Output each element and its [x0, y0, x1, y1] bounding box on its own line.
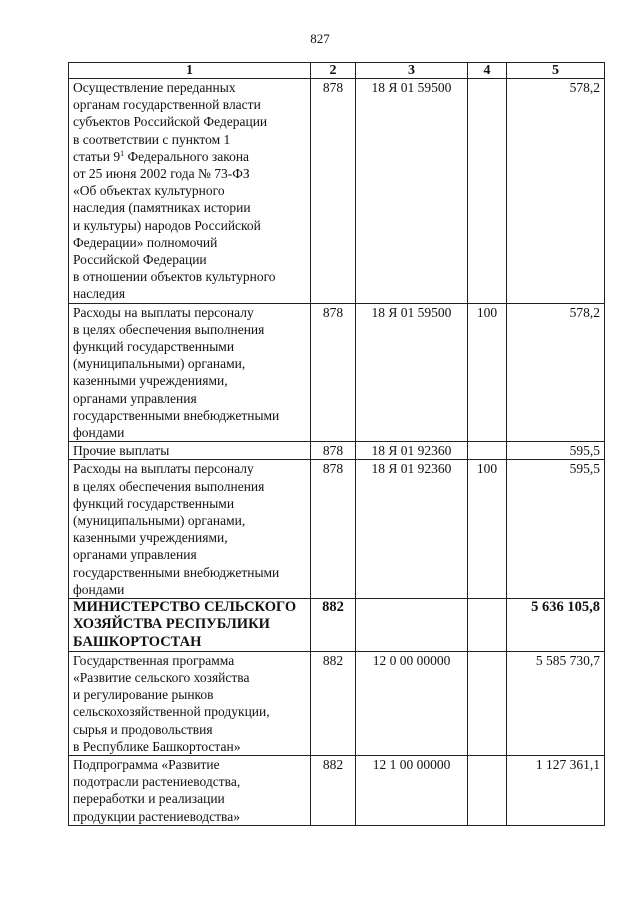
- row-ministry-code: 878: [311, 79, 356, 304]
- row-amount: 595,5: [507, 460, 605, 599]
- row-amount: 578,2: [507, 79, 605, 304]
- row-name-text-continued: Федерального закона от 25 июня 2002 года № 73-ФЗ «Об объектах культурного наследия (памятниках истории и культуры) народов Российской Федерации» полномочий Российской Федерации в отношении объектов культурного наследия: [73, 148, 276, 302]
- table-row: [69, 303, 605, 442]
- row-ministry-code: 882: [311, 599, 356, 652]
- row-name: Государственная программа «Развитие сельского хозяйства и регулирование рынков сельскохозяйственной продукции, сырья и продовольствия в Республике Башкортостан»: [69, 651, 311, 755]
- row-article-code: 18 Я 01 59500: [356, 303, 468, 442]
- row-article-code: 12 0 00 00000: [356, 651, 468, 755]
- row-name: Расходы на выплаты персоналу в целях обеспечения выполнения функций государственными (муниципальными) органами, казенными учреждениями, органами управления государственными внебюджетными фондами: [69, 460, 311, 599]
- row-article-code: 18 Я 01 59500: [356, 79, 468, 304]
- row-expense-type: [468, 79, 507, 304]
- header-col-2: 2: [311, 63, 356, 79]
- row-ministry-code: 882: [311, 651, 356, 755]
- row-article-code: 18 Я 01 92360: [356, 442, 468, 460]
- row-article-code: [356, 599, 468, 652]
- table-row: [69, 755, 605, 825]
- header-col-4: 4: [468, 63, 507, 79]
- row-expense-type: [468, 599, 507, 652]
- table-header-row: [69, 63, 605, 79]
- header-col-5: 5: [507, 63, 605, 79]
- row-article-code: 12 1 00 00000: [356, 755, 468, 825]
- row-expense-type: 100: [468, 460, 507, 599]
- table-row: [69, 442, 605, 460]
- row-expense-type: [468, 651, 507, 755]
- row-amount: 578,2: [507, 303, 605, 442]
- row-amount: 5 585 730,7: [507, 651, 605, 755]
- table-row-ministry-total: [69, 599, 605, 652]
- footnote-superscript: 1: [120, 148, 125, 158]
- row-name-text: Осуществление переданных органам государственной власти субъектов Российской Федерации в соответствии с пунктом 1 статьи 9: [73, 80, 268, 164]
- row-name: МИНИСТЕРСТВО СЕЛЬСКОГО ХОЗЯЙСТВА РЕСПУБЛИКИ БАШКОРТОСТАН: [69, 599, 311, 652]
- row-ministry-code: 882: [311, 755, 356, 825]
- header-col-3: 3: [356, 63, 468, 79]
- row-name: Подпрограмма «Развитие подотрасли растениеводства, переработки и реализации продукции растениеводства»: [69, 755, 311, 825]
- table-row: [69, 460, 605, 599]
- row-name: [69, 79, 311, 304]
- header-col-1: 1: [69, 63, 311, 79]
- table-row: [69, 651, 605, 755]
- row-name: Расходы на выплаты персоналу в целях обеспечения выполнения функций государственными (муниципальными) органами, казенными учреждениями, органами управления государственными внебюджетными фондами: [69, 303, 311, 442]
- row-expense-type: [468, 442, 507, 460]
- row-article-code: 18 Я 01 92360: [356, 460, 468, 599]
- row-ministry-code: 878: [311, 460, 356, 599]
- row-expense-type: [468, 755, 507, 825]
- row-amount: 595,5: [507, 442, 605, 460]
- budget-table: [68, 62, 605, 826]
- row-amount: 1 127 361,1: [507, 755, 605, 825]
- row-expense-type: 100: [468, 303, 507, 442]
- table-row: [69, 79, 605, 304]
- row-ministry-code: 878: [311, 442, 356, 460]
- page-number: 827: [310, 31, 330, 46]
- row-name: Прочие выплаты: [69, 442, 311, 460]
- row-amount: 5 636 105,8: [507, 599, 605, 652]
- row-ministry-code: 878: [311, 303, 356, 442]
